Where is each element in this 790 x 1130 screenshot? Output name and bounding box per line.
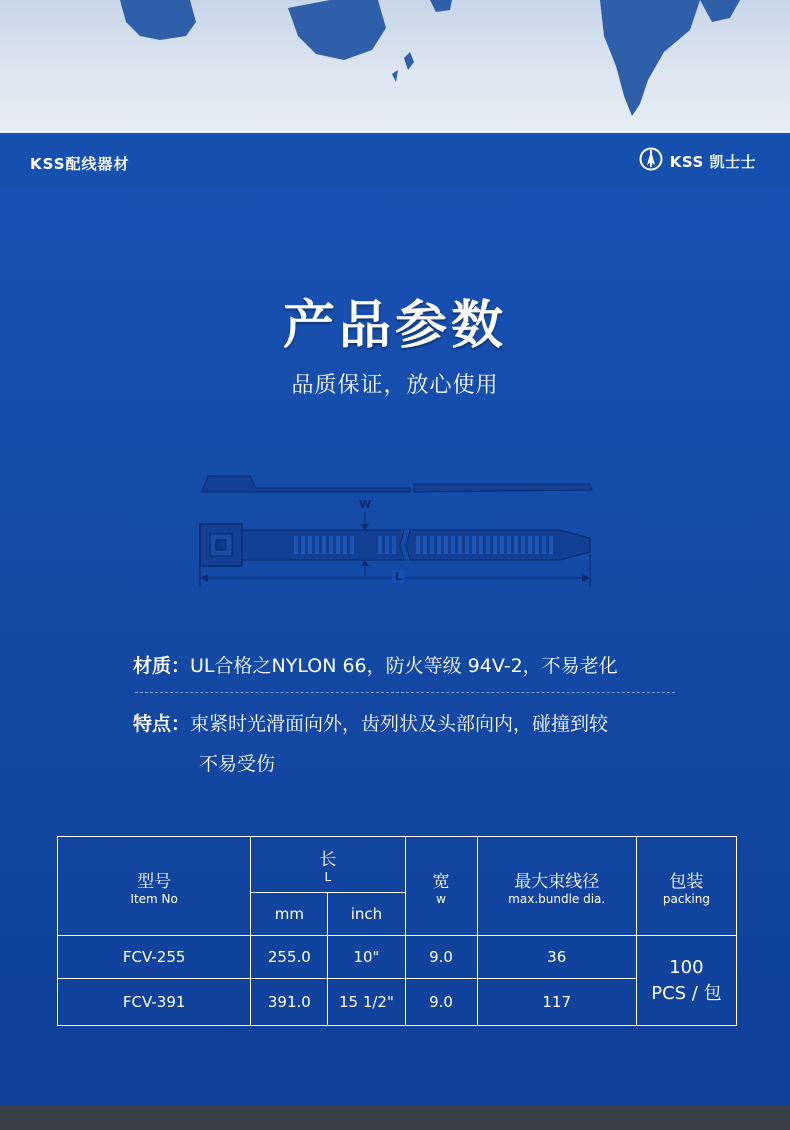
packing-unit: PCS / 包 (651, 982, 722, 1004)
feature-value-line2: 不易受伤 (199, 753, 276, 775)
cell-bundle: 36 (477, 936, 636, 979)
header-mm: mm (251, 893, 328, 936)
page-title: 产品参数 (282, 296, 507, 356)
cell-mm: 255.0 (251, 936, 328, 979)
world-map-banner (0, 0, 790, 133)
cell-mm: 391.0 (251, 979, 328, 1026)
cable-tie-diagram (190, 462, 600, 596)
cell-bundle: 117 (477, 979, 636, 1026)
cell-packing (636, 936, 736, 1026)
material-spec (133, 646, 618, 686)
cell-model: FCV-255 (58, 936, 251, 979)
table-row (58, 936, 737, 979)
header-bundle: 最大束线径 max.bundle dia. (477, 837, 636, 936)
feature-value-line1: 束紧时光滑面向外，齿列状及头部向内，碰撞到较 (190, 713, 609, 735)
length-label: L (392, 570, 405, 583)
cell-width: 9.0 (405, 936, 477, 979)
cell-inch: 10" (328, 936, 405, 979)
feature-spec (133, 704, 693, 784)
page-subtitle: 品质保证，放心使用 (291, 373, 499, 398)
cell-width: 9.0 (405, 979, 477, 1026)
divider (135, 692, 675, 693)
packing-qty: 100 (669, 956, 704, 978)
brand-logo-group (639, 148, 756, 174)
table-row (58, 979, 737, 1026)
spec-table (57, 836, 737, 1026)
header-width: 宽 w (405, 837, 477, 936)
header-inch: inch (328, 893, 405, 936)
material-label: 材质： (133, 655, 191, 677)
kss-logo-icon (639, 147, 663, 175)
footer-band (0, 1106, 790, 1130)
cell-model: FCV-391 (58, 979, 251, 1026)
header-model: 型号 Item No (58, 837, 251, 936)
brand-name-right: KSS 凯士士 (669, 152, 756, 171)
header-packing: 包装 packing (636, 837, 736, 936)
feature-label: 特点： (133, 713, 191, 735)
header-length: 长 L (251, 837, 405, 893)
brand-header (0, 133, 790, 188)
width-label: W (359, 498, 372, 511)
material-value: UL合格之NYLON 66，防火等级 94V-2，不易老化 (190, 655, 618, 677)
cell-inch: 15 1/2" (328, 979, 405, 1026)
brand-name-left: KSS配线器材 (30, 155, 130, 173)
